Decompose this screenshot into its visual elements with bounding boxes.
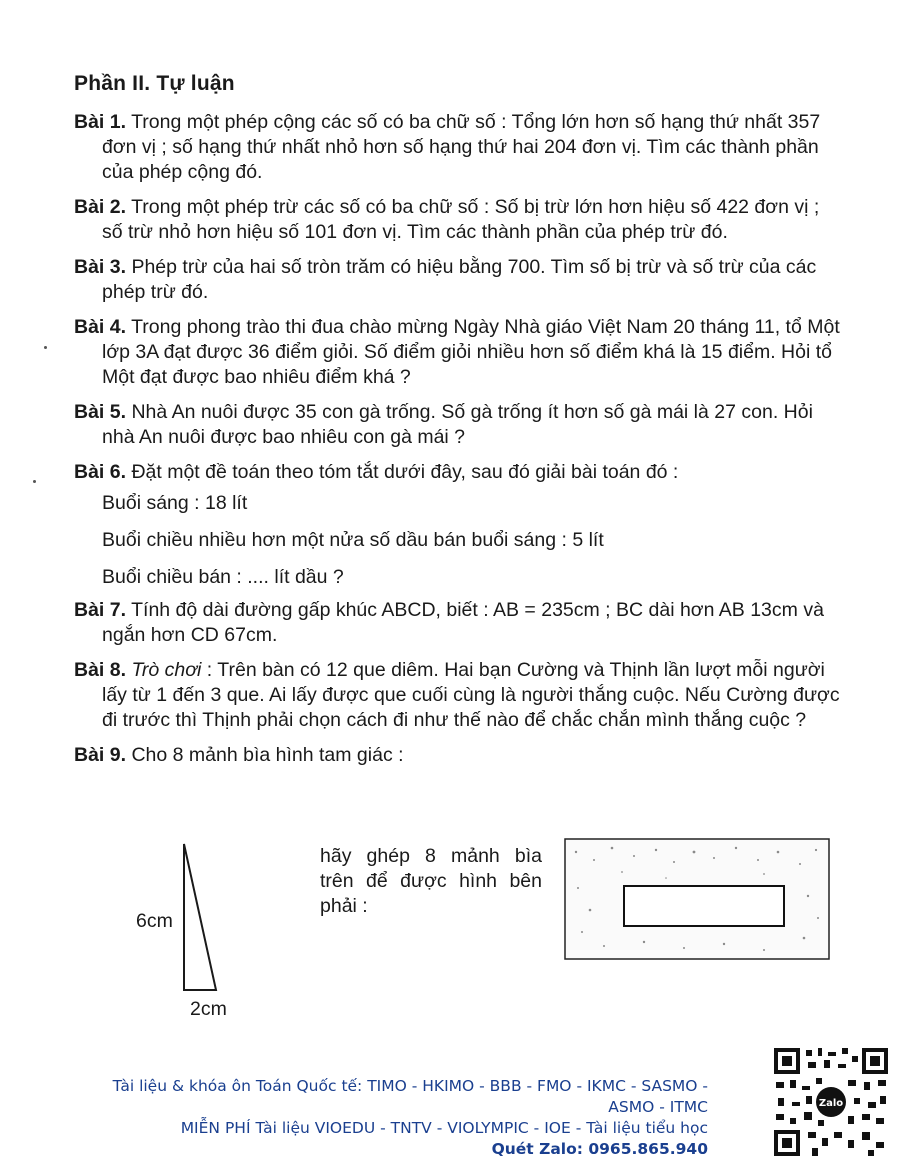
- section-title: Phần II. Tự luận: [74, 72, 235, 95]
- problem-8: [74, 658, 844, 733]
- footer-line-1: Tài liệu & khóa ôn Toán Quốc tế: TIMO - HKIMO - BBB - FMO - IKMC - SASMO -: [112, 1077, 708, 1095]
- problem-3: [74, 255, 844, 305]
- scan-speck: [33, 480, 36, 483]
- triangle-height-label: 6cm: [136, 910, 173, 932]
- problem-text: Nhà An nuôi được 35 con gà trống. Số gà trống ít hơn số gà mái là 27 con. Hỏi nhà An nuôi được bao nhiêu con gà mái ?: [102, 401, 813, 448]
- game-title: Trò chơi: [131, 659, 202, 681]
- problem-label: Bài 9.: [74, 744, 127, 766]
- footer-line-2: ASMO - ITMC: [608, 1098, 708, 1116]
- problem-text: Trong phong trào thi đua chào mừng Ngày Nhà giáo Việt Nam 20 tháng 11, tổ Một lớp 3A đạt được 36 điểm giỏi. Số điểm giỏi nhiều hơn số điểm khá là 15 điểm. Hỏi tổ Một đạt được bao nhiêu điểm khá ?: [102, 316, 840, 388]
- problem-2: [74, 195, 844, 245]
- triangle-base-label: 2cm: [190, 998, 227, 1020]
- footer-line-3: MIỄN PHÍ Tài liệu VIOEDU - TNTV - VIOLYMPIC - IOE - Tài liệu tiểu học: [180, 1119, 708, 1137]
- problem-label: Bài 6.: [74, 461, 127, 483]
- problem-text: Trong một phép cộng các số có ba chữ số : Tổng lớn hơn số hạng thứ nhất 357 đơn vị ; số hạng thứ nhất nhỏ hơn số hạng thứ hai 204 đơn vị. Tìm các thành phần của phép cộng đó.: [102, 111, 821, 183]
- footer-ad: [8, 1076, 708, 1160]
- summary-line-afternoon-more: Buổi chiều nhiều hơn một nửa số dầu bán buổi sáng : 5 lít: [102, 529, 604, 551]
- problem-text: : Trên bàn có 12 que diêm. Hai bạn Cường và Thịnh lần lượt mỗi người lấy từ 1 đến 3 que. Ai lấy được que cuối cùng là người thắng cuộc. Nếu Cường được đi trước thì Thịnh phải chọn cách đi như thế nào để chắc chắn mình thắng cuộc ?: [102, 659, 840, 731]
- problem-label: Bài 4.: [74, 316, 127, 338]
- qr-code-icon[interactable]: [772, 1046, 890, 1158]
- problem-9-figure: [74, 838, 854, 1028]
- problem-label: Bài 5.: [74, 401, 127, 423]
- zalo-logo-text: Zalo: [818, 1098, 844, 1109]
- problem-text: Đặt một đề toán theo tóm tắt dưới đây, sau đó giải bài toán đó :: [131, 461, 679, 483]
- problem-list: [74, 110, 844, 778]
- problem-label: Bài 1.: [74, 111, 127, 133]
- footer-line-4: Quét Zalo: 0965.865.940: [491, 1140, 708, 1158]
- problem-label: Bài 7.: [74, 599, 127, 621]
- problem-label: Bài 8.: [74, 659, 127, 681]
- problem-text: Trong một phép trừ các số có ba chữ số : Số bị trừ lớn hơn hiệu số 422 đơn vị ; số trừ nhỏ hơn hiệu số 101 đơn vị. Tìm các thành phần của phép trừ đó.: [102, 196, 820, 243]
- problem-text: Phép trừ của hai số tròn trăm có hiệu bằng 700. Tìm số bị trừ và số trừ của các phép trừ đó.: [102, 256, 817, 303]
- summary-line-morning: Buổi sáng : 18 lít: [102, 492, 248, 514]
- problem-text: Cho 8 mảnh bìa hình tam giác :: [131, 744, 404, 766]
- problem-6: [74, 460, 844, 485]
- assembly-instruction: hãy ghép 8 mảnh bìa trên để được hình bên phải :: [320, 845, 542, 917]
- problem-label: Bài 2.: [74, 196, 127, 218]
- problem-7: [74, 598, 844, 648]
- problem-label: Bài 3.: [74, 256, 127, 278]
- target-shape-picture: [564, 838, 830, 960]
- problem-4: [74, 315, 844, 390]
- summary-line-afternoon-question: Buổi chiều bán : .... lít dầu ?: [102, 566, 344, 588]
- scan-speck: [44, 346, 47, 349]
- problem-1: [74, 110, 844, 185]
- problem-5: [74, 400, 844, 450]
- problem-text: Tính độ dài đường gấp khúc ABCD, biết : AB = 235cm ; BC dài hơn AB 13cm và ngắn hơn CD 67cm.: [102, 599, 824, 646]
- problem-9: [74, 743, 844, 768]
